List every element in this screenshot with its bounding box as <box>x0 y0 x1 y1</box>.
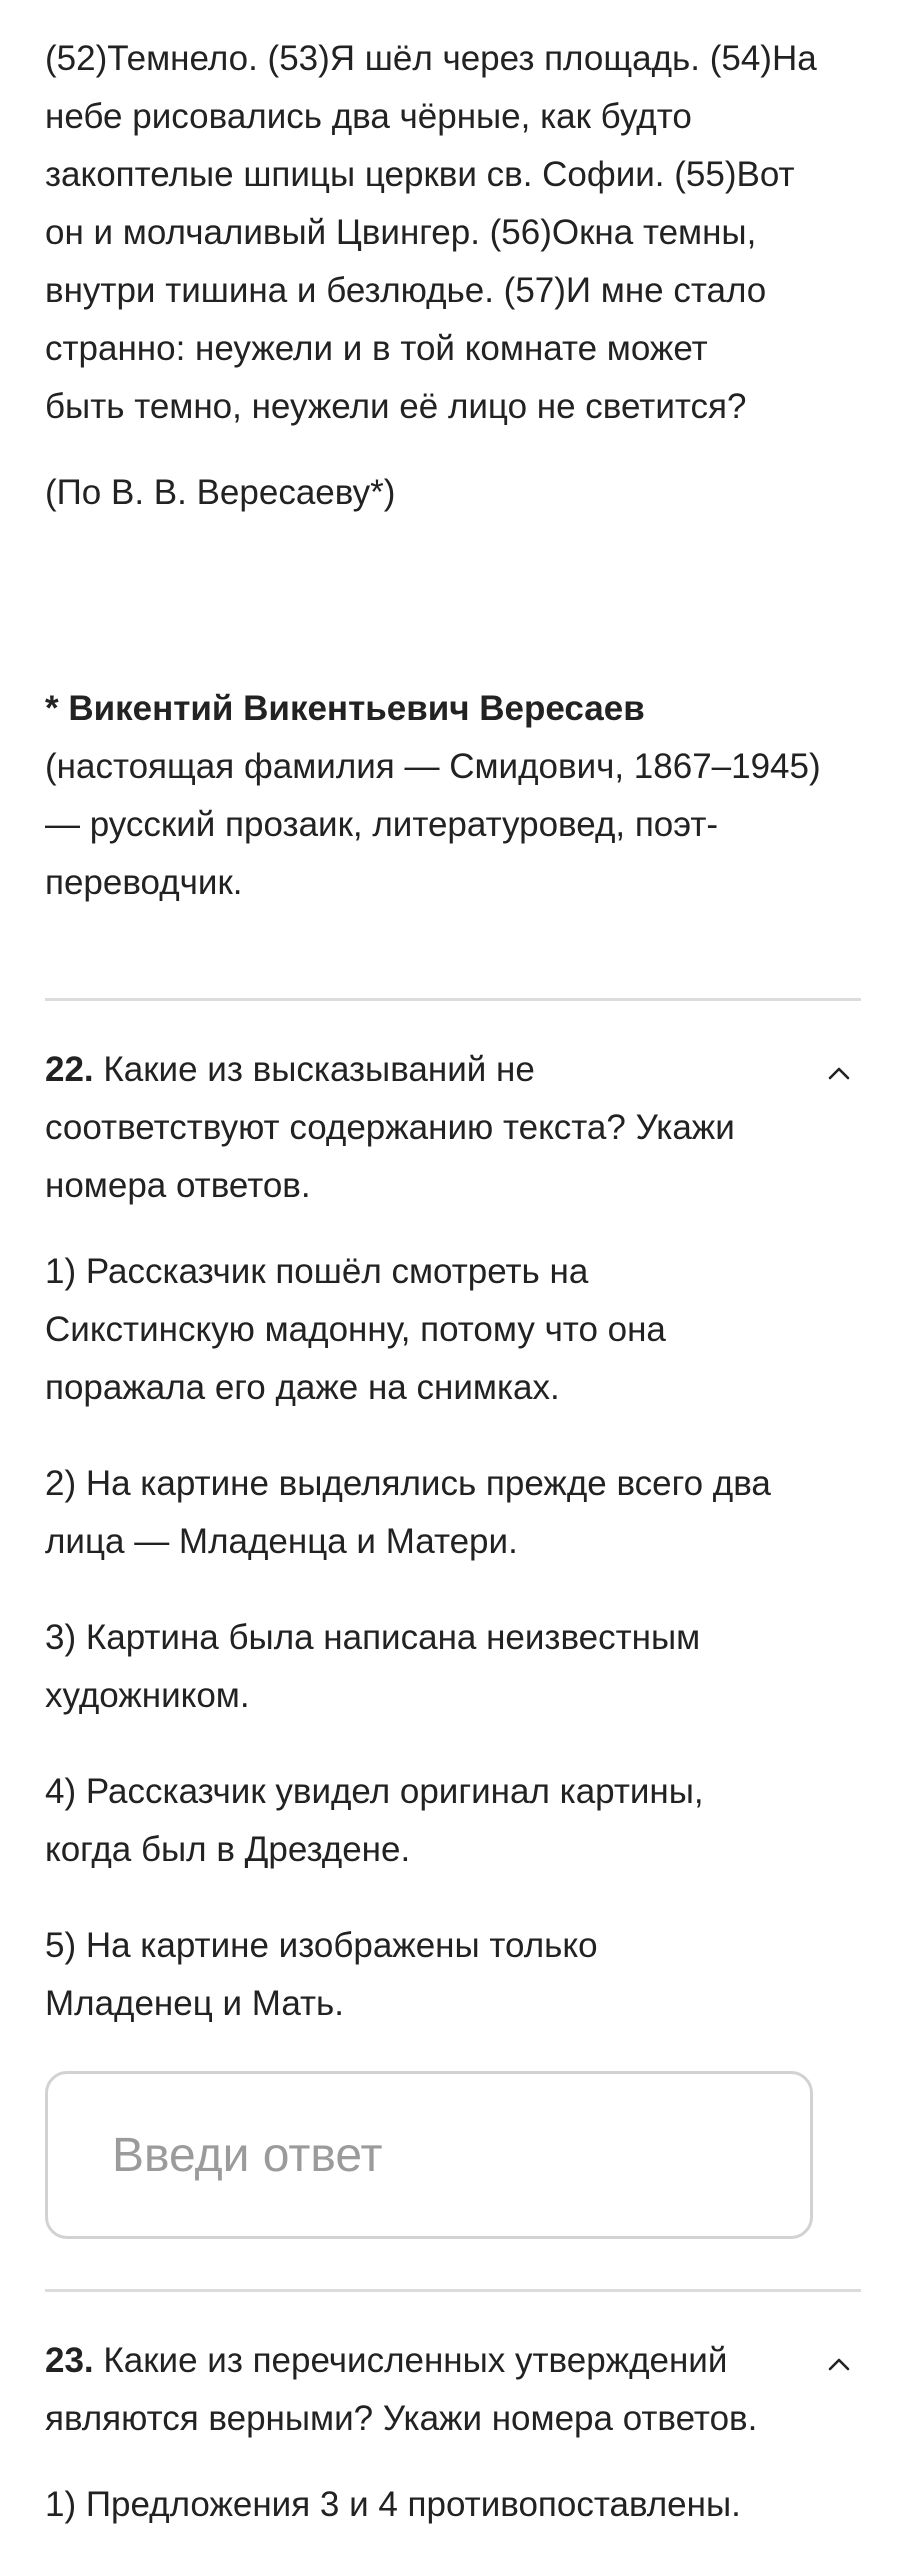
option-line: 1) Рассказчик пошёл смотреть на <box>45 1252 589 1291</box>
answer-option-5 <box>45 1917 861 2033</box>
question-22-title <box>45 1041 819 1215</box>
option-line: 5) На картине изображены только <box>45 1926 598 1965</box>
option-line: 2) На картине выделялись прежде всего два <box>45 1464 771 1503</box>
question-title-line: Какие из перечисленных утверждений <box>93 2341 728 2380</box>
author-footnote <box>45 680 861 912</box>
question-title-line: являются верными? Укажи номера ответов. <box>45 2399 758 2438</box>
story-line: быть темно, неужели её лицо не светится? <box>45 387 747 426</box>
question-title-line: соответствуют содержанию текста? Укажи <box>45 1108 735 1147</box>
story-line: закоптелые шпицы церкви св. Софии. (55)Вот <box>45 155 795 194</box>
answer-option-2 <box>45 1455 861 1571</box>
option-line: 3) Картина была написана неизвестным <box>45 1618 701 1657</box>
question-22 <box>45 1001 861 2239</box>
answer-option-1 <box>45 2476 861 2534</box>
chevron-up-icon[interactable] <box>819 2344 859 2384</box>
option-line: когда был в Дрездене. <box>45 1830 411 1869</box>
footnote-author-name: * Викентий Викентьевич Вересаев <box>45 689 645 728</box>
story-line: внутри тишина и безлюдье. (57)И мне стало <box>45 271 767 310</box>
question-23-header[interactable] <box>45 2292 861 2448</box>
answer-input[interactable] <box>45 2071 813 2239</box>
option-line: Младенец и Мать. <box>45 1984 345 2023</box>
story-line: небе рисовались два чёрные, как будто <box>45 97 692 136</box>
story-line: странно: неужели и в той комнате может <box>45 329 708 368</box>
question-title-line: номера ответов. <box>45 1166 311 1205</box>
question-23-title <box>45 2332 819 2448</box>
option-line: Сикстинскую мадонну, потому что она <box>45 1310 666 1349</box>
question-23-number: 23. <box>45 2341 94 2380</box>
footnote-line: переводчик. <box>45 863 243 902</box>
chevron-up-icon[interactable] <box>819 1053 859 1093</box>
footnote-line: — русский прозаик, литературовед, поэт- <box>45 805 719 844</box>
option-line: 1) Предложения 3 и 4 противопоставлены. <box>45 2485 741 2524</box>
question-22-header[interactable] <box>45 1001 861 1215</box>
question-23-options <box>45 2476 861 2534</box>
answer-option-4 <box>45 1763 861 1879</box>
option-line: художником. <box>45 1676 250 1715</box>
answer-option-1 <box>45 1243 861 1417</box>
option-line: поражала его даже на снимках. <box>45 1368 560 1407</box>
story-paragraph <box>45 30 861 436</box>
story-line: он и молчаливый Цвингер. (56)Окна темны, <box>45 213 757 252</box>
question-22-number: 22. <box>45 1050 94 1089</box>
option-line: 4) Рассказчик увидел оригинал картины, <box>45 1772 704 1811</box>
question-23 <box>45 2292 861 2534</box>
story-source: (По В. В. Вересаеву*) <box>45 473 396 512</box>
answer-option-3 <box>45 1609 861 1725</box>
footnote-line: (настоящая фамилия — Смидович, 1867–1945) <box>45 747 821 786</box>
question-22-options <box>45 1243 861 2033</box>
question-title-line: Какие из высказываний не <box>93 1050 535 1089</box>
story-line: (52)Темнело. (53)Я шёл через площадь. (54)На <box>45 39 817 78</box>
option-line: лица — Младенца и Матери. <box>45 1522 518 1561</box>
